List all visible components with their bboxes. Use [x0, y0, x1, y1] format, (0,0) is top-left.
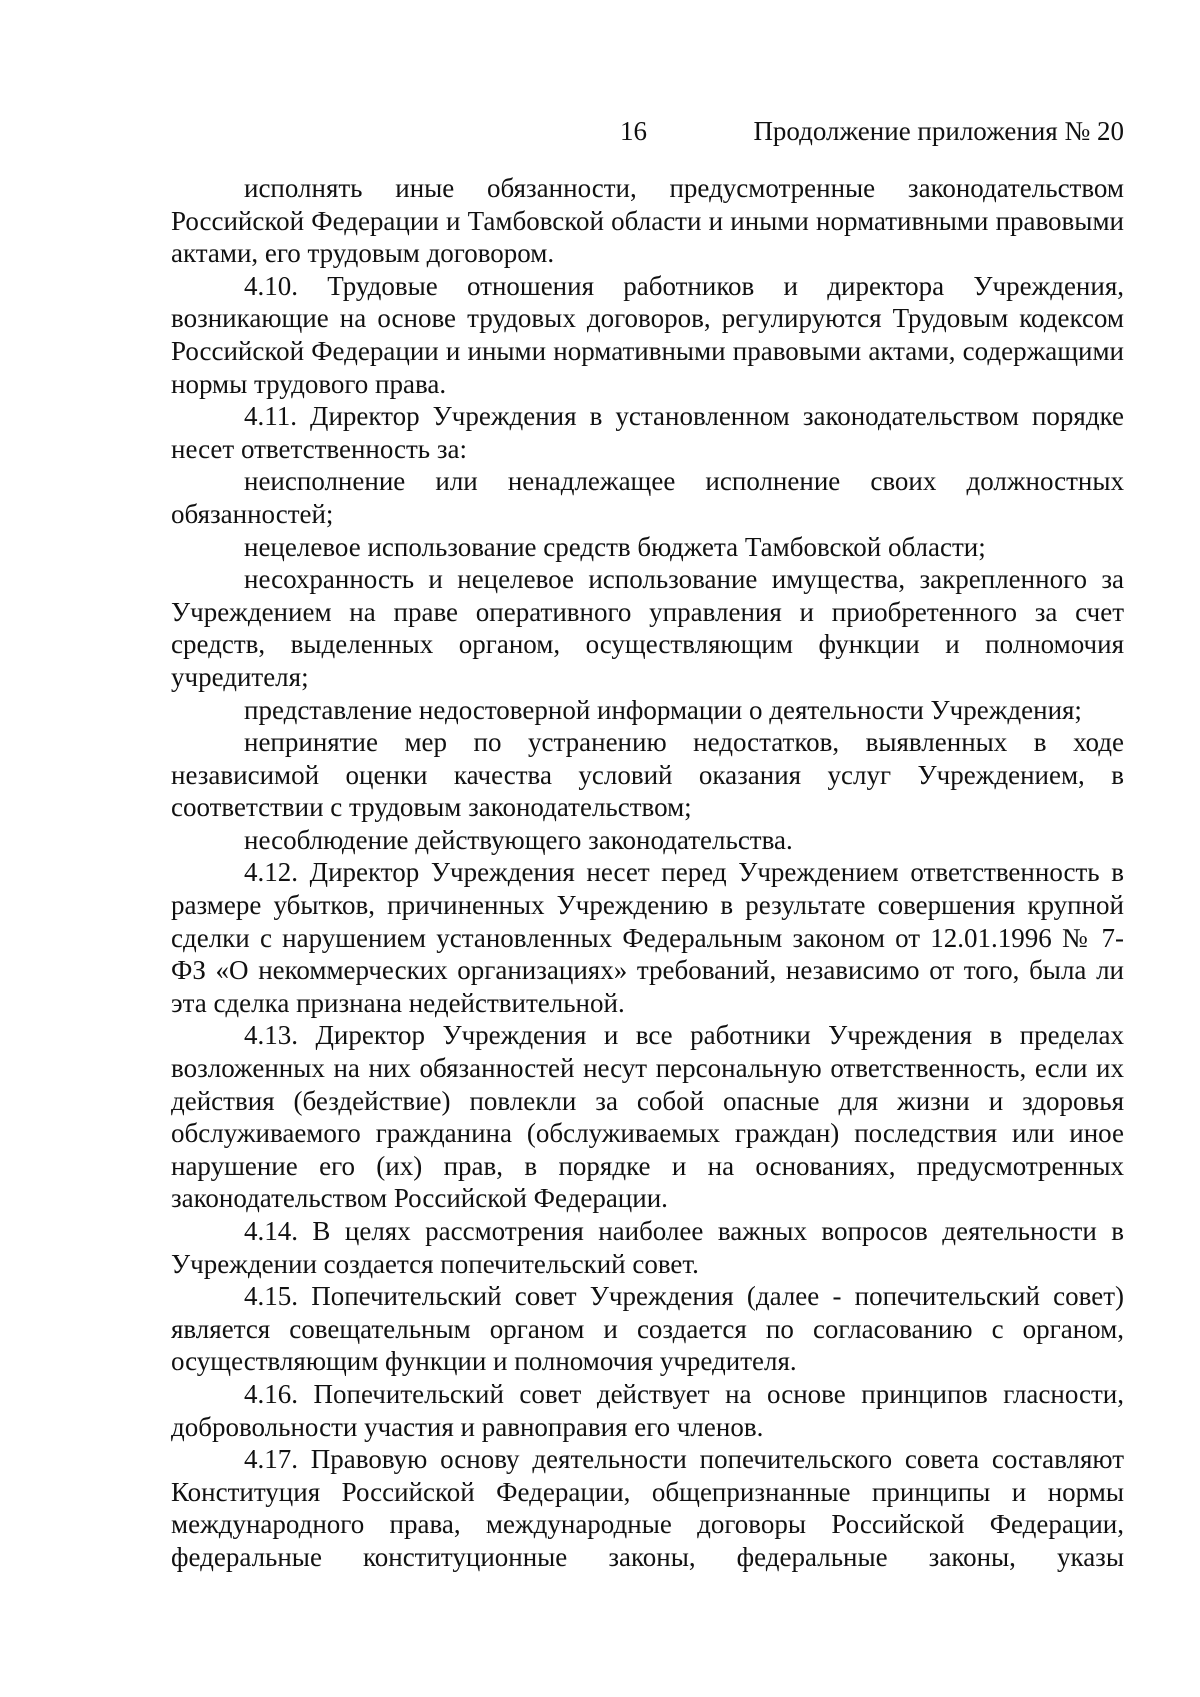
- paragraph-4-11: 4.11. Директор Учреждения в установленном законодательством порядке несет ответственность за:: [171, 401, 1124, 464]
- paragraph-4-10: 4.10. Трудовые отношения работников и директора Учреждения, возникающие на основе трудовых договоров, регулируются Трудовым кодексом Российской Федерации и иными нормативными правовыми актами, содержащими нормы трудового права.: [171, 270, 1124, 399]
- page-header: [0, 116, 1200, 152]
- paragraph-4-13: 4.13. Директор Учреждения и все работники Учреждения в пределах возложенных на них обязанностей несут персональную ответственность, если их действия (бездействие) повлекли за собой опасные для жизни и здоровья обслуживаемого гражданина (обслуживаемых граждан) последствия или иное нарушение его (их) прав, в порядке и на основаниях, предусмотренных законодательством Российской Федерации.: [171, 1020, 1124, 1214]
- document-body: [171, 172, 1124, 1574]
- list-item-false-information: представление недостоверной информации о деятельности Учреждения;: [244, 694, 1082, 725]
- page-number: 16: [620, 116, 647, 146]
- list-item-deficiencies: непринятие мер по устранению недостатков, выявленных в ходе независимой оценки качества условий оказания услуг Учреждением, в соответствии с трудовым законодательством;: [171, 727, 1124, 823]
- paragraph-4-14: 4.14. В целях рассмотрения наиболее важных вопросов деятельности в Учреждении создается попечительский совет.: [171, 1216, 1124, 1279]
- list-item-misuse-budget: нецелевое использование средств бюджета Тамбовской области;: [244, 531, 986, 562]
- paragraph-4-15: 4.15. Попечительский совет Учреждения (далее - попечительский совет) является совещательным органом и создается по согласованию с органом, осуществляющим функции и полномочия учредителя.: [171, 1281, 1124, 1377]
- list-item-non-performance: неисполнение или ненадлежащее исполнение своих должностных обязанностей;: [171, 466, 1124, 529]
- list-item-property-safety: несохранность и нецелевое использование имущества, закрепленного за Учреждением на праве оперативного управления и приобретенного за счет средств, выделенных органом, осуществляющим функции и полномочия учредителя;: [171, 564, 1124, 692]
- list-item-non-compliance: несоблюдение действующего законодательства.: [244, 824, 793, 855]
- paragraph-4-12: 4.12. Директор Учреждения несет перед Учреждением ответственность в размере убытков, причиненных Учреждению в результате совершения крупной сделки с нарушением установленных Федеральным законом от 12.01.1996 № 7-ФЗ «О некоммерческих организациях» требований, независимо от того, была ли эта сделка признана недействительной.: [171, 857, 1124, 1018]
- appendix-continuation-title: Продолжение приложения № 20: [753, 116, 1124, 146]
- paragraph-4-16: 4.16. Попечительский совет действует на основе принципов гласности, добровольности участия и равноправия его членов.: [171, 1378, 1124, 1442]
- paragraph-other-duties: исполнять иные обязанности, предусмотренные законодательством Российской Федерации и Тамбовской области и иными нормативными правовыми актами, его трудовым договором.: [171, 173, 1124, 269]
- paragraph-4-17: 4.17. Правовую основу деятельности попечительского совета составляют Конституция Российской Федерации, общепризнанные принципы и нормы международного права, международные договоры Российской Федерации, федеральные конституционные законы, федеральные законы, указы: [171, 1444, 1124, 1572]
